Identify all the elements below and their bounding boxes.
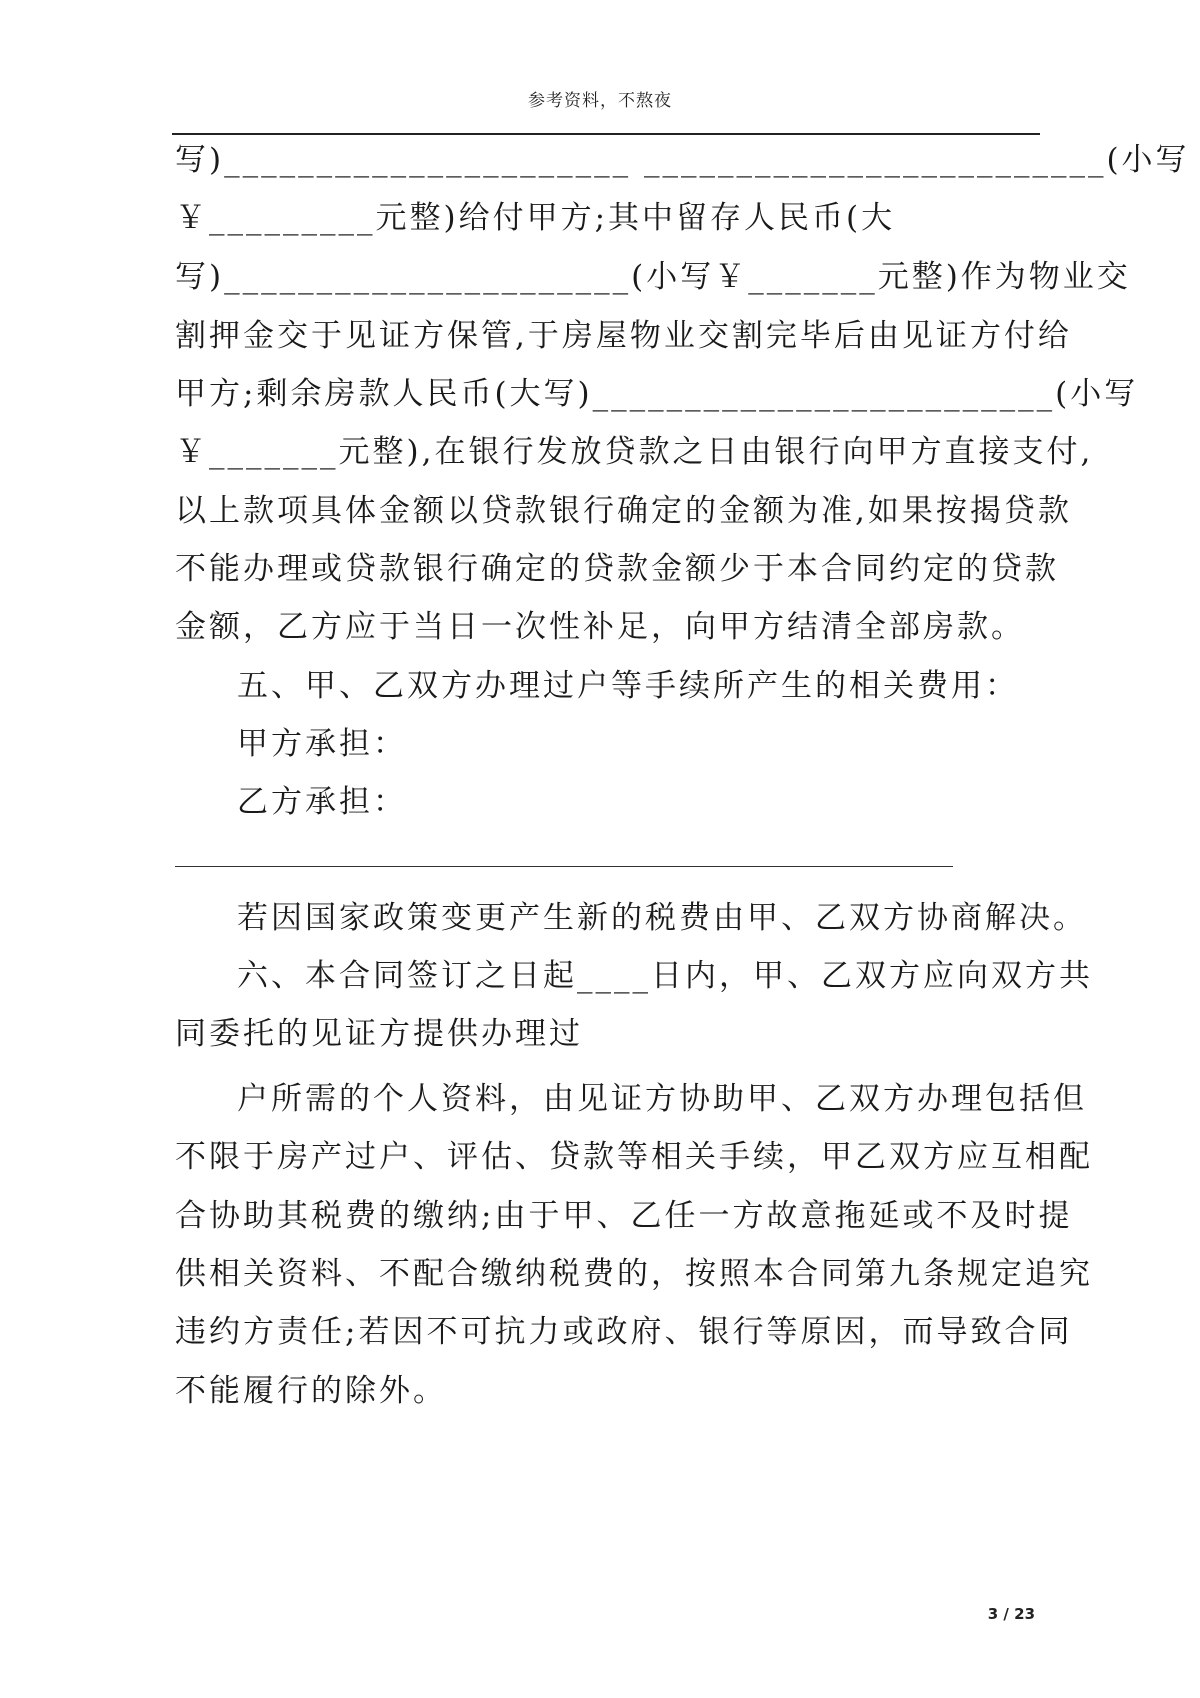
text-line: 合协助其税费的缴纳;由于甲、乙任一方故意拖延或不及时提 [175,1198,1073,1234]
text-line: 甲方;剩余房款人民币(大写)_________________________(小写 [175,376,1139,412]
text-line: 若因国家政策变更产生新的税费由甲、乙双方协商解决。 [237,900,1087,936]
text-line: 写)______________________(小写￥_______元整)作为物业交 [175,259,1131,295]
text-line: ￥_______元整),在银行发放贷款之日由银行向甲方直接支付, [175,434,1094,470]
text-line: 以上款项具体金额以贷款银行确定的金额为准,如果按揭贷款 [175,493,1072,529]
section-heading: 六、本合同签订之日起____日内，甲、乙双方应向双方共 [237,958,1093,994]
text-line: 违约方责任;若因不可抗力或政府、银行等原因，而导致合同 [175,1314,1073,1350]
blank-fill-line [175,866,953,867]
text-line: 不能办理或贷款银行确定的贷款金额少于本合同约定的贷款 [175,551,1059,587]
text-line: 割押金交于见证方保管,于房屋物业交割完毕后由见证方付给 [175,318,1072,354]
text-line: 同委托的见证方提供办理过 [175,1016,583,1052]
text-line: 不能履行的除外。 [175,1373,447,1409]
text-line: ￥_________元整)给付甲方;其中留存人民币(大 [175,200,896,236]
section-heading: 五、甲、乙双方办理过户等手续所产生的相关费用： [237,668,1019,704]
page-header: 参考资料，不熬夜 [528,91,672,111]
text-line: 金额，乙方应于当日一次性补足，向甲方结清全部房款。 [175,609,1025,645]
text-line: 甲方承担： [237,726,407,762]
header-divider [172,133,1040,135]
page-number: 3 / 23 [987,1605,1035,1623]
text-line: 户所需的个人资料，由见证方协助甲、乙双方办理包括但 [237,1081,1087,1117]
text-line: 供相关资料、不配合缴纳税费的，按照本合同第九条规定追究 [175,1256,1093,1292]
text-line: 写)______________________ _________________________(小写 [175,142,1190,178]
text-line: 不限于房产过户、评估、贷款等相关手续，甲乙双方应互相配 [175,1139,1093,1175]
text-line: 乙方承担： [237,784,407,820]
